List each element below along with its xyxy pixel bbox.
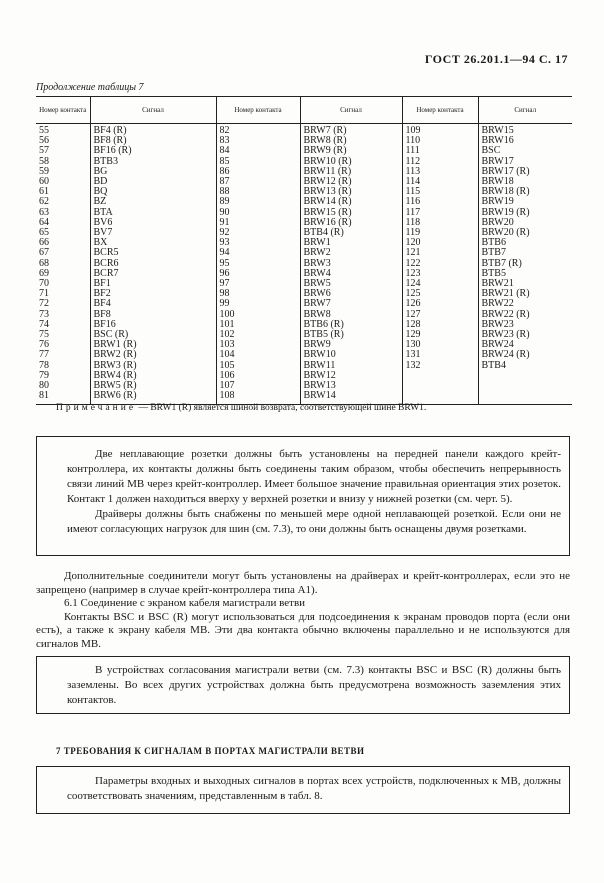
signal-cell: BF16 (R) xyxy=(90,146,216,156)
contact-number-cell: 60 xyxy=(39,176,49,188)
section-6-1-heading: 6.1 Соединение с экраном кабеля магистрали ветви xyxy=(64,597,306,609)
signal-cell: BRW13 (R) xyxy=(300,187,402,197)
signal-cell: BV6 xyxy=(90,218,216,228)
contact-number-cell: 66 xyxy=(39,237,49,249)
contact-number-cell: 120 xyxy=(402,238,478,248)
signal-cell: BRW3 (R) xyxy=(90,361,216,371)
signal-cell: BRW20 xyxy=(478,218,572,228)
signal-cell: BTB5 (R) xyxy=(300,330,402,340)
contact-number-cell: 55 xyxy=(39,125,49,136)
signal-cell: BTA xyxy=(90,208,216,218)
contact-number-cell: 131 xyxy=(402,350,478,360)
signal-cell: BF8 xyxy=(90,310,216,320)
table-continuation-label: Продолжение таблицы 7 xyxy=(36,82,144,93)
contact-number-cell: 63 xyxy=(39,206,49,218)
body-paragraph-1: Дополнительные соединители могут быть установлены на драйверах и крейт-контроллерах, если это не запрещено (например в случае крейт-контроллера типа А1). xyxy=(36,570,570,596)
signal-cell: BCR5 xyxy=(90,248,216,258)
contact-number-cell: 79 xyxy=(39,369,49,381)
signal-cell: BRW23 (R) xyxy=(478,330,572,340)
signal-cell: BZ xyxy=(90,197,216,207)
contact-number-cell: 106 xyxy=(216,371,300,381)
contact-number-cell: 65 xyxy=(39,227,49,239)
contact-number-cell: 75 xyxy=(39,329,49,341)
signal-cell: BF8 (R) xyxy=(90,136,216,146)
contact-number-cell: 130 xyxy=(402,340,478,350)
signal-cell xyxy=(478,371,572,381)
contact-number-cell: 72 xyxy=(39,298,49,310)
signal-cell: BRW20 (R) xyxy=(478,228,572,238)
signal-cell: BRW17 xyxy=(478,157,572,167)
contact-number-cell: 57 xyxy=(39,145,49,157)
contact-number-cell: 81 xyxy=(36,391,90,405)
signal-cell: BRW10 (R) xyxy=(300,157,402,167)
signal-cell: BRW6 xyxy=(300,289,402,299)
contact-number-cell: 64 xyxy=(39,216,49,228)
signal-cell: BRW21 xyxy=(478,279,572,289)
signal-cell: BV7 xyxy=(90,228,216,238)
signal-cell: BRW17 (R) xyxy=(478,167,572,177)
framed-text-grounding xyxy=(36,656,570,714)
contact-number-cell: 113 xyxy=(402,167,478,177)
contact-number-cell: 73 xyxy=(39,308,49,320)
signal-cell: BTB5 xyxy=(478,269,572,279)
signal-cell: BX xyxy=(90,238,216,248)
contact-number-cell: 94 xyxy=(216,248,300,258)
contact-number-cell: 115 xyxy=(402,187,478,197)
contact-number-cell: 96 xyxy=(216,269,300,279)
contact-number-cell: 108 xyxy=(216,391,300,405)
contact-number-cell: 88 xyxy=(216,187,300,197)
contact-number-cell: 117 xyxy=(402,208,478,218)
body-paragraph-2: Контакты BSC и BSC (R) могут использоваться для подсоединения к экранам проводов порта (если они есть), а также к экрану кабеля МВ. Эти два контакта обычно включены параллельно и не используются для сигналов МВ. xyxy=(36,610,570,650)
signal-cell: BTB6 xyxy=(478,238,572,248)
contact-number-cell: 87 xyxy=(216,177,300,187)
contact-number-cell: 95 xyxy=(216,259,300,269)
contact-number-cell: 84 xyxy=(216,146,300,156)
signal-cell: BF1 xyxy=(90,279,216,289)
signal-cell: BRW13 xyxy=(300,381,402,391)
contact-number-cell: 112 xyxy=(402,157,478,167)
contact-number-cell: 122 xyxy=(402,259,478,269)
contact-number-cell: 129 xyxy=(402,330,478,340)
contact-number-cell: 68 xyxy=(39,257,49,269)
signal-cell: BRW7 xyxy=(300,299,402,309)
signal-cell: BRW19 xyxy=(478,197,572,207)
signal-cell: BF4 (R) xyxy=(90,124,216,137)
signal-cell: BG xyxy=(90,167,216,177)
signal-cell: BTB6 (R) xyxy=(300,320,402,330)
contact-number-cell: 58 xyxy=(39,155,49,167)
signal-cell: BRW8 xyxy=(300,310,402,320)
contact-number-cell: 89 xyxy=(216,197,300,207)
contact-number-cell: 121 xyxy=(402,248,478,258)
contact-number-cell: 90 xyxy=(216,208,300,218)
signal-cell: BSC (R) xyxy=(90,330,216,340)
contact-number-cell: 100 xyxy=(216,310,300,320)
signal-cell: BTB4 (R) xyxy=(300,228,402,238)
body-text xyxy=(36,570,570,651)
signal-cell: BRW11 (R) xyxy=(300,167,402,177)
table-header-row xyxy=(36,97,572,124)
signal-cell: BRW14 (R) xyxy=(300,197,402,207)
contact-number-cell: 126 xyxy=(402,299,478,309)
signal-cell: BSC xyxy=(478,146,572,156)
contact-number-cell xyxy=(402,371,478,381)
signal-cell: BRW4 xyxy=(300,269,402,279)
contact-number-cell: 59 xyxy=(39,165,49,177)
contact-number-cell: 91 xyxy=(216,218,300,228)
signal-cell: BRW14 xyxy=(300,391,402,405)
contact-number-cell xyxy=(402,381,478,391)
column-header: Сигнал xyxy=(90,97,216,124)
box1-paragraph-2: Драйверы должны быть снабжены по меньшей мере одной неплавающей розеткой. Если они не имеют согласующих нагрузок для шин (см. 7.3), то они должны быть оснащены двумя розетками. xyxy=(67,508,561,535)
contact-number-cell: 127 xyxy=(402,310,478,320)
signal-cell: BRW12 xyxy=(300,371,402,381)
table-note xyxy=(56,403,426,413)
signal-cell: BRW9 (R) xyxy=(300,146,402,156)
signal-cell: BRW15 xyxy=(478,124,572,137)
contact-number-cell: 76 xyxy=(39,339,49,351)
contact-number-cell: 77 xyxy=(39,349,49,361)
contact-number-cell: 125 xyxy=(402,289,478,299)
column-header: Сигнал xyxy=(300,97,402,124)
box1-paragraph-1: Две неплавающие розетки должны быть установлены на передней панели каждого крейт-контроллера, их контакты должны быть соединены таким образом, чтобы обеспечить непрерывность связи линий МВ через крейт-контроллер. Имеет большое значение правильная ориентация этих розеток. Контакт 1 должен находиться вверху у верхней розетки и внизу у нижней розетки (см. черт. 5). xyxy=(67,448,561,505)
signal-cell: BRW10 xyxy=(300,350,402,360)
signal-cell: BF16 xyxy=(90,320,216,330)
framed-text-signals xyxy=(36,766,570,814)
signal-cell: BD xyxy=(90,177,216,187)
signal-cell: BRW11 xyxy=(300,361,402,371)
contact-number-cell: 98 xyxy=(216,289,300,299)
contact-number-cell: 124 xyxy=(402,279,478,289)
signal-cell: BRW5 (R) xyxy=(90,381,216,391)
contact-number-cell: 85 xyxy=(216,157,300,167)
column-header: Номер контакта xyxy=(402,97,478,124)
signal-cell: BTB3 xyxy=(90,157,216,167)
signal-cell: BRW2 (R) xyxy=(90,350,216,360)
signal-cell: BF4 xyxy=(90,299,216,309)
contact-number-cell: 123 xyxy=(402,269,478,279)
contact-number-cell: 128 xyxy=(402,320,478,330)
signal-cell: BRW12 (R) xyxy=(300,177,402,187)
column-header: Сигнал xyxy=(478,97,572,124)
contact-number-cell: 118 xyxy=(402,218,478,228)
contact-number-cell: 111 xyxy=(402,146,478,156)
contact-number-cell: 104 xyxy=(216,350,300,360)
signal-cell: BTB4 xyxy=(478,361,572,371)
signal-cell: BRW3 xyxy=(300,259,402,269)
contact-number-cell: 114 xyxy=(402,177,478,187)
signal-cell: BRW1 xyxy=(300,238,402,248)
signal-cell xyxy=(478,391,572,405)
signal-cell: BRW6 (R) xyxy=(90,391,216,405)
contact-number-cell: 78 xyxy=(39,359,49,371)
signal-cell: BRW7 (R) xyxy=(300,124,402,137)
contact-number-cell: 109 xyxy=(402,124,478,137)
signal-cell: BRW18 xyxy=(478,177,572,187)
signal-cell: BRW24 (R) xyxy=(478,350,572,360)
signal-cell: BRW23 xyxy=(478,320,572,330)
contact-number-cell: 82 xyxy=(216,124,300,137)
signal-cell: BTB7 (R) xyxy=(478,259,572,269)
section-7-heading: 7 ТРЕБОВАНИЯ К СИГНАЛАМ В ПОРТАХ МАГИСТРАЛИ ВЕТВИ xyxy=(56,746,365,756)
contact-number-cell: 69 xyxy=(39,267,49,279)
contact-number-cell: 61 xyxy=(39,186,49,198)
contact-number-cell: 71 xyxy=(39,288,49,300)
contact-number-cell: 110 xyxy=(402,136,478,146)
contact-number-cell: 80 xyxy=(39,380,49,392)
contact-number-cell: 102 xyxy=(216,330,300,340)
signal-cell: BRW16 (R) xyxy=(300,218,402,228)
framed-text-connectors xyxy=(36,436,570,556)
signal-cell: BRW16 xyxy=(478,136,572,146)
signal-cell: BRW18 (R) xyxy=(478,187,572,197)
signal-cell: BCR7 xyxy=(90,269,216,279)
signal-cell: BRW4 (R) xyxy=(90,371,216,381)
signal-cell: BRW15 (R) xyxy=(300,208,402,218)
column-header: Номер контакта xyxy=(216,97,300,124)
signal-cell xyxy=(478,381,572,391)
box3-paragraph: Параметры входных и выходных сигналов в портах всех устройств, подключенных к МВ, должны соответствовать значениям, представленным в табл. 8. xyxy=(67,775,561,802)
signal-table xyxy=(36,96,572,405)
contact-number-cell: 132 xyxy=(402,361,478,371)
contact-number-cell: 74 xyxy=(39,318,49,330)
contact-number-cell: 56 xyxy=(39,135,49,147)
contact-number-cell: 103 xyxy=(216,340,300,350)
note-label: Примечание xyxy=(56,403,137,413)
contact-number-cell: 105 xyxy=(216,361,300,371)
signal-cell: BRW19 (R) xyxy=(478,208,572,218)
contact-number-cell: 93 xyxy=(216,238,300,248)
note-text: — BRW1 (R) является шиной возврата, соответствующей шине BRW1. xyxy=(136,403,427,413)
contact-number-cell: 86 xyxy=(216,167,300,177)
signal-cell: BRW22 xyxy=(478,299,572,309)
signal-cell: BF2 xyxy=(90,289,216,299)
signal-cell: BRW9 xyxy=(300,340,402,350)
contact-number-cell: 92 xyxy=(216,228,300,238)
contact-number-cell: 62 xyxy=(39,196,49,208)
signal-cell: BRW2 xyxy=(300,248,402,258)
signal-cell: BTB7 xyxy=(478,248,572,258)
page-header: ГОСТ 26.201.1—94 С. 17 xyxy=(424,52,568,66)
signal-cell: BQ xyxy=(90,187,216,197)
signal-cell: BRW5 xyxy=(300,279,402,289)
contact-number-cell: 67 xyxy=(39,247,49,259)
contact-number-cell: 119 xyxy=(402,228,478,238)
contact-number-cell: 70 xyxy=(39,278,49,290)
contact-number-cell: 107 xyxy=(216,381,300,391)
contact-number-cell: 99 xyxy=(216,299,300,309)
signal-cell: BRW21 (R) xyxy=(478,289,572,299)
column-header: Номер контакта xyxy=(36,97,90,124)
signal-cell: BRW8 (R) xyxy=(300,136,402,146)
contact-number-cell: 116 xyxy=(402,197,478,207)
contact-number-cell: 97 xyxy=(216,279,300,289)
box2-paragraph: В устройствах согласования магистрали ветви (см. 7.3) контакты BSC и BSC (R) должны быть заземлены. Во всех других устройствах должна быть предусмотрена возможность заземления этих контактов. xyxy=(67,664,561,706)
signal-cell: BCR6 xyxy=(90,259,216,269)
signal-cell: BRW22 (R) xyxy=(478,310,572,320)
signal-cell: BRW24 xyxy=(478,340,572,350)
contact-number-cell: 83 xyxy=(216,136,300,146)
contact-number-cell: 101 xyxy=(216,320,300,330)
signal-cell: BRW1 (R) xyxy=(90,340,216,350)
